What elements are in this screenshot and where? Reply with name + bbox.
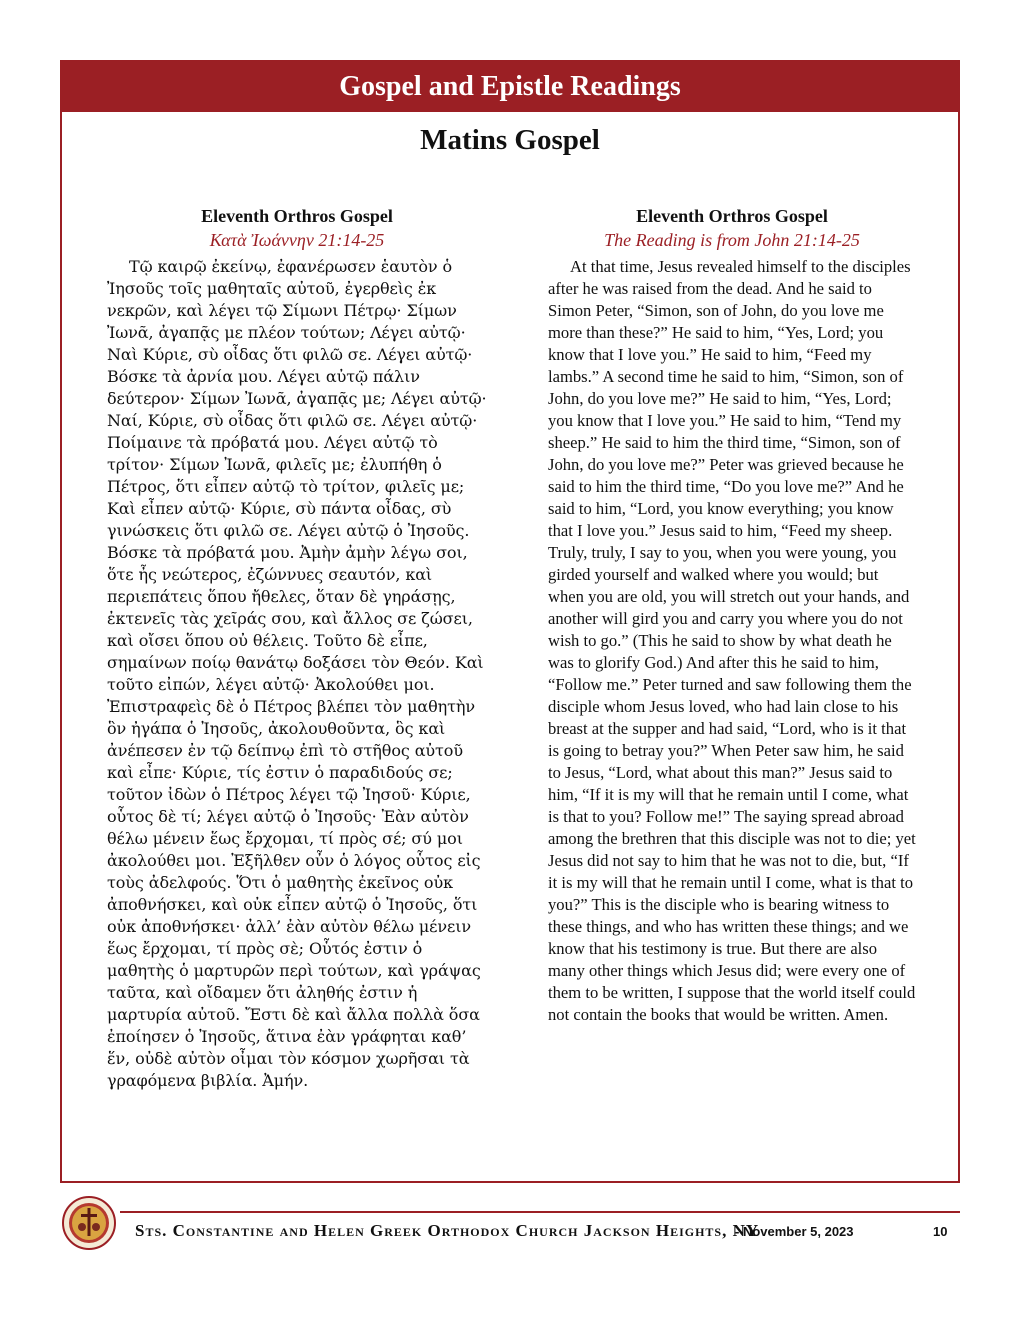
greek-column: [107, 204, 487, 1092]
greek-text: Τῷ καιρῷ ἐκείνῳ, ἐφανέρωσεν ἑαυτὸν ὁ Ἰησοῦς τοῖς μαθηταῖς αὐτοῦ, ἐγερθεὶς ἐκ νεκρῶν, καὶ λέγει τῷ Σίμωνι Πέτρῳ· Σίμων Ἰωνᾶ, ἀγαπᾷς με πλέον τούτων; Λέγει αὐτῷ· Ναὶ Κύριε, σὺ οἶδας ὅτι φιλῶ σε. Λέγει αὐτῷ· Βόσκε τὰ ἀρνία μου. Λέγει αὐτῷ πάλιν δεύτερον· Σίμων Ἰωνᾶ, ἀγαπᾷς με; Λέγει αὐτῷ· Ναί, Κύριε, σὺ οἶδας ὅτι φιλῶ σε. Λέγει αὐτῷ· Ποίμαινε τὰ πρόβατά μου. Λέγει αὐτῷ τὸ τρίτον· Σίμων Ἰωνᾶ, φιλεῖς με; ἐλυπήθη ὁ Πέτρος, ὅτι εἶπεν αὐτῷ τὸ τρίτον, φιλεῖς με; Καὶ εἶπεν αὐτῷ· Κύριε, σὺ πάντα οἶδας, σὺ γινώσκεις ὅτι φιλῶ σε. Λέγει αὐτῷ ὁ Ἰησοῦς. Βόσκε τὰ πρόβατά μου. Ἀμὴν ἀμὴν λέγω σοι, ὅτε ἦς νεώτερος, ἐζώννυες σεαυτόν, καὶ περιεπάτεις ὅπου ἤθελες, ὅταν δὲ γηράσῃς, ἐκτενεῖς τὰς χεῖράς σου, καὶ ἄλλος σε ζώσει, καὶ οἴσει ὅπου οὐ θέλεις. Τοῦτο δὲ εἶπε, σημαίνων ποίῳ θανάτῳ δοξάσει τὸν Θεόν. Καὶ τοῦτο εἰπών, λέγει αὐτῷ· Ἀκολούθει μοι. Ἐπιστραφεὶς δὲ ὁ Πέτρος βλέπει τὸν μαθητὴν ὃν ἠγάπα ὁ Ἰησοῦς, ἀκολουθοῦντα, ὃς καὶ ἀνέπεσεν ἐν τῷ δείπνῳ ἐπὶ τὸ στῆθος αὐτοῦ καὶ εἶπε· Κύριε, τίς ἐστιν ὁ παραδιδούς σε; τοῦτον ἰδὼν ὁ Πέτρος λέγει τῷ Ἰησοῦ· Κύριε, οὗτος δὲ τί; λέγει αὐτῷ ὁ Ἰησοῦς· Ἐὰν αὐτὸν θέλω μένειν ἕως ἔρχομαι, τί πρὸς σέ; σύ μοι ἀκολούθει μοι. Ἐξῆλθεν οὖν ὁ λόγος οὗτος εἰς τοὺς ἀδελφούς. Ὅτι ὁ μαθητὴς ἐκεῖνος οὐκ ἀποθνήσκει, καὶ οὐκ εἶπεν αὐτῷ ὁ Ἰησοῦς, ὅτι οὐκ ἀποθνήσκει· ἀλλ’ ἐὰν αὐτὸν θέλω μένειν ἕως ἔρχομαι, τί πρὸς σὲ; Οὗτός ἐστιν ὁ μαθητὴς ὁ μαρτυρῶν περὶ τούτων, καὶ γράψας ταῦτα, καὶ οἴδαμεν ὅτι ἀληθής ἐστιν ἡ μαρτυρία αὐτοῦ. Ἔστι δὲ καὶ ἄλλα πολλὰ ὅσα ἐποίησεν ὁ Ἰησοῦς, ἅτινα ἐὰν γράφηται καθ’ ἕν, οὐδὲ αὐτὸν οἶμαι τὸν κόσμον χωρῆσαι τὰ γραφόμενα βιβλία. Ἀμήν.: [107, 257, 487, 1090]
greek-subheading: Κατὰ Ἰωάννην 21:14-25: [209, 230, 385, 250]
english-heading: Eleventh Orthros Gospel: [636, 206, 828, 226]
page-number: 10: [933, 1224, 948, 1239]
church-seal-icon: [62, 1196, 116, 1250]
footer-church-name: Sts. Constantine and Helen Greek Orthodox Church Jackson Heights, NY: [135, 1221, 760, 1240]
english-subheading: The Reading is from John 21:14-25: [604, 230, 860, 250]
footer-divider: [120, 1211, 960, 1213]
greek-heading: Eleventh Orthros Gospel: [201, 206, 393, 226]
page-banner: Gospel and Epistle Readings: [62, 62, 958, 112]
english-column: [548, 204, 916, 1026]
footer-date: - November 5, 2023: [735, 1224, 854, 1239]
section-title: Matins Gospel: [420, 124, 600, 156]
english-text: At that time, Jesus revealed himself to the disciples after he was raised from the dead. And he said to Simon Peter, “Simon, son of John, do you love me more than these?” He said to him, “Yes, Lord; you know that I love you.” He said to him, “Feed my lambs.” A second time he said to him, “Simon, son of John, do you love me?” He said to him, “Yes, Lord; you know that I love you.” He said to him, “Tend my sheep.” He said to him the third time, “Simon, son of John, do you love me?” Peter was grieved because he said to him the third time, “Do you love me?” And he said to him, “Lord, you know everything; you know that I love you.” Jesus said to him, “Feed my sheep. Truly, truly, I say to you, when you were young, you girded yourself and walked where you would; but when you are old, you will stretch out your hands, and another will gird you and carry you where you do not wish to go.” (This he said to show by what death he was to glorify God.) And after this he said to him, “Follow me.” Peter turned and saw following them the disciple whom Jesus loved, who had lain close to his breast at the supper and had said, “Lord, who is it that is going to betray you?” When Peter saw him, he said to Jesus, “Lord, what about this man?” Jesus said to him, “If it is my will that he remain until I come, what is that to you? Follow me!” The saying spread abroad among the brethren that this disciple was not to die; yet Jesus did not say to him that he was not to die, but, “If it is my will that he remain until I come, what is that to you?” This is the disciple who is bearing witness to these things, and who has written these things; and we know that his testimony is true. But there are also many other things which Jesus did; were every one of them to be written, I suppose that the world itself could not contain the books that would be written. Amen.: [548, 257, 916, 1024]
page-frame: [60, 60, 960, 1183]
